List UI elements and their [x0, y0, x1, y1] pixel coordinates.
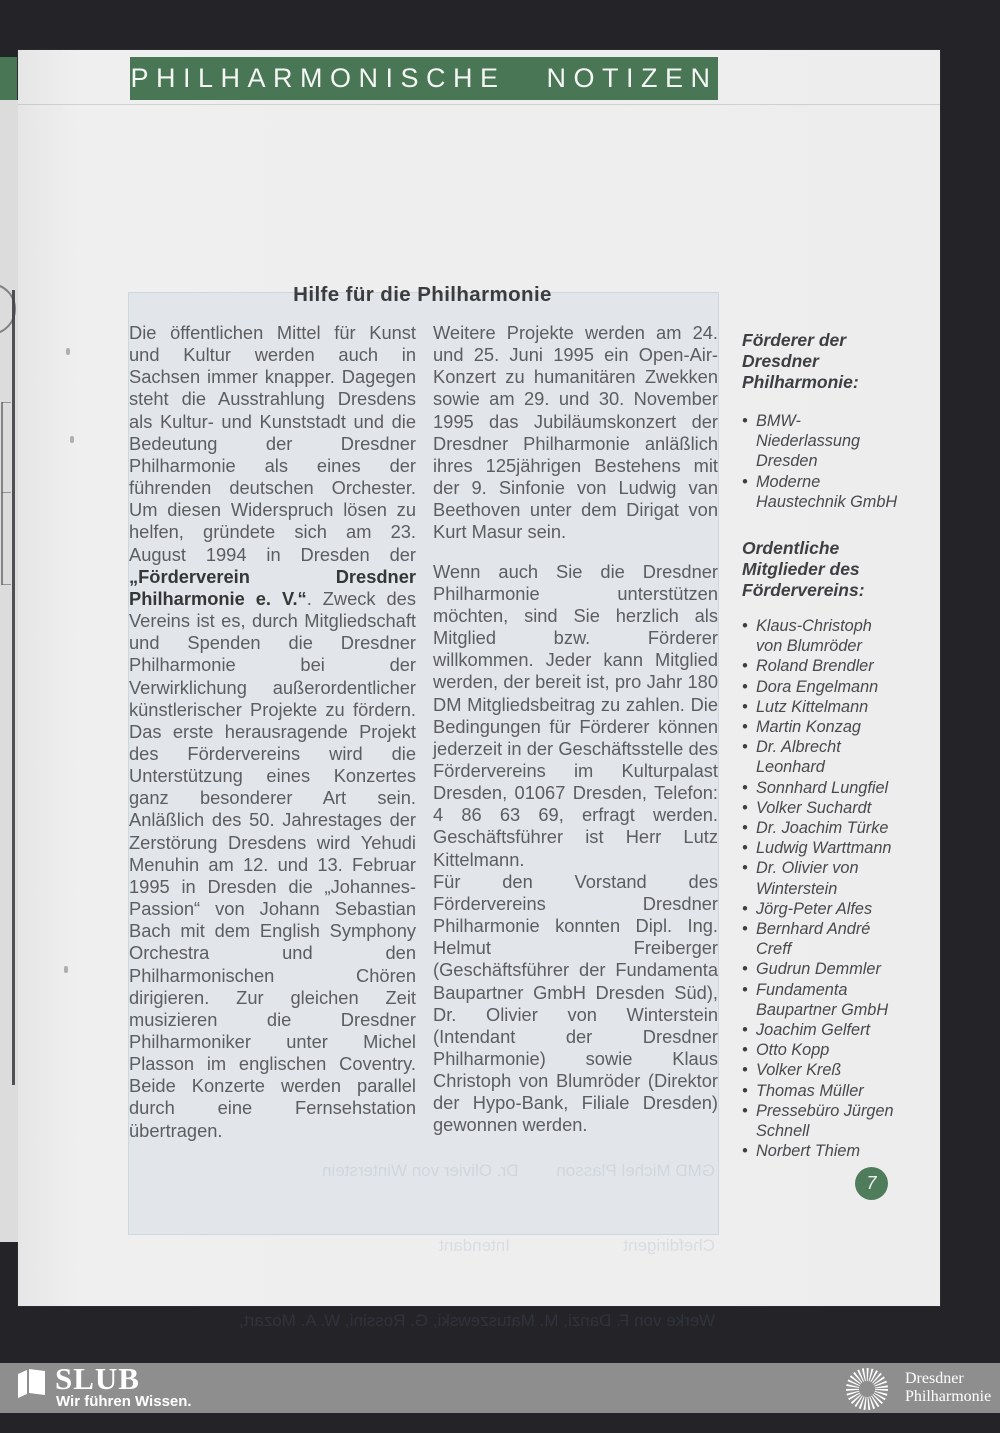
header-band	[130, 57, 718, 100]
paper-crease-mark	[64, 966, 68, 973]
page-edge-hairline	[18, 104, 940, 105]
page-number-badge	[855, 1167, 888, 1200]
list-item: • Lutz Kittelmann	[742, 697, 900, 717]
column1-text-continued: . Zweck des Vereins ist es, durch Mitgliedschaft und Spenden die Dresdner Philharmonie bei der Verwirklichung außerordentlicher künstlerischer Projekte zu fördern. Das erste herausragende Projekt des Fördervereins wird die Unterstützung eines Konzertes ganz besonderer Art sein. Anläßlich des 50. Jahrestages der Zerstörung Dresdens wird Yehudi Menuhin am 12. und 13. Februar 1995 in Dresden die „Johannes-Passion“ von Johann Sebastian Bach mit dem English Symphony Orchestra und den Philharmonischen Chören dirigieren. Zur gleichen Zeit musizieren die Dresdner Philharmoniker unter Michel Plasson im englischen Coventry. Beide Konzerte werden parallel durch eine Fernsehstation übertragen.	[129, 587, 416, 1141]
members-list	[742, 616, 900, 1161]
adjacent-page-table-line	[2, 402, 11, 403]
paper-crease-mark	[66, 348, 70, 355]
adjacent-page-edge	[0, 100, 18, 1242]
adjacent-page-table-edge	[1, 402, 3, 585]
article-title: Hilfe für die Philharmonie	[293, 283, 552, 306]
sidebar	[742, 330, 900, 1162]
slub-wordmark: SLUB	[55, 1361, 140, 1396]
column1-text: Die öffentlichen Mittel für Kunst und Kultur werden auch in Sachsen immer knapper. Dagegen steht die Ausstrahlung Dresdens als Kultur- und Kunststadt und die Bedeutung der Dresdner Philharmonie als eines der führenden deutschen Orchester. Um diesen Widerspruch lösen zu helfen, gründete sich am 23. August 1994 in Dresden der	[129, 322, 416, 565]
list-item: • Volker Kreß	[742, 1060, 900, 1080]
philharmonie-word-line1: Dresdner	[905, 1370, 964, 1387]
list-item: • Martin Konzag	[742, 717, 900, 737]
list-item: • Dr. Albrecht Leonhard	[742, 737, 900, 777]
list-item: • Volker Suchardt	[742, 798, 900, 818]
column2-paragraph-2: Wenn auch Sie die Dresdner Philharmonie unterstützen möchten, sind Sie herzlich als Mitglied bzw. Förderer willkommen. Jeder kann Mitglied werden, der bereit ist, pro Jahr 180 DM Mitgliedsbeitrag zu zahlen. Die Bedingungen für Förderer können jederzeit in der Geschäftsstelle des Fördervereins im Kulturpalast Dresden, 01067 Dresden, Telefon: 4 86 63 69, erfragt werden. Geschäftsführer ist Herr Lutz Kittelmann.	[433, 560, 718, 870]
header-band-title: PHILHARMONISCHE NOTIZEN	[130, 63, 718, 93]
slub-book-icon	[15, 1367, 47, 1406]
supporters-heading: Förderer der Dresdner Philharmonie:	[742, 330, 859, 392]
list-item: • Gudrun Demmler	[742, 959, 900, 979]
members-heading: Ordentliche Mitglieder des Fördervereins:	[742, 538, 865, 601]
article-column-2	[433, 322, 718, 1137]
column1-paragraph	[129, 322, 416, 1142]
page-fold-line	[12, 290, 15, 1085]
foerderverein-bold-name: „Förderverein Dresdner Philharmonie e. V.“	[129, 565, 416, 609]
list-item: • Moderne Haustechnik GmbH	[742, 472, 900, 512]
ghost-line: Werke von F. Danzi, M. Matuszewski, G. Rossini, W. A. Mozart,	[239, 1311, 715, 1330]
list-item: • Thomas Müller	[742, 1081, 900, 1101]
adjacent-page-table-line	[2, 492, 11, 493]
dresdner-philharmonie-starburst-icon	[845, 1367, 889, 1416]
list-item: • Dr. Olivier von Winterstein	[742, 858, 900, 898]
dresdner-philharmonie-wordmark	[905, 1370, 991, 1406]
list-item: • Roland Brendler	[742, 656, 900, 676]
list-item: • Jörg-Peter Alfes	[742, 899, 900, 919]
list-item: • Pressebüro Jürgen Schnell	[742, 1101, 900, 1141]
ghost-line: GMD Michel Plasson Dr. Olivier von Winterstein	[322, 1161, 715, 1180]
list-item: • Fundamenta Baupartner GmbH	[742, 980, 900, 1020]
page-number: 7	[866, 1173, 877, 1193]
philharmonie-word-line2: Philharmonie	[905, 1388, 992, 1405]
column2-paragraph-3: Für den Vorstand des Fördervereins Dresdner Philharmonie konnten Dipl. Ing. Helmut Freiberger (Geschäftsführer der Fundamenta Baupartner GmbH Dresden Süd), Dr. Olivier von Winterstein (Intendant der Dresdner Philharmonie) sowie Klaus Christoph von Blumröder (Direktor der Hypo-Bank, Filiale Dresden) gewonnen werden.	[433, 870, 718, 1136]
list-item: • Otto Kopp	[742, 1040, 900, 1060]
list-item: • BMW-Niederlassung Dresden	[742, 411, 900, 472]
list-item: • Sonnhard Lungfiel	[742, 778, 900, 798]
list-item: • Klaus-Christoph von Blumröder	[742, 616, 900, 656]
list-item: • Dora Engelmann	[742, 677, 900, 697]
ghost-line: Chefdirigent Intendant	[439, 1236, 715, 1255]
list-item: • Joachim Gelfert	[742, 1020, 900, 1040]
header-band-left-stub	[0, 57, 17, 100]
slub-tagline: Wir führen Wissen.	[56, 1393, 192, 1410]
list-item: • Bernhard André Creff	[742, 919, 900, 959]
column2-paragraph-1: Weitere Projekte werden am 24. und 25. Juni 1995 ein Open-Air-Konzert zu humanitären Zwekken sowie am 29. und 30. November 1995 das Jubiläumskonzert der Dresdner Philharmonie anläßlich ihres 125jährigen Bestehens mit der 9. Sinfonie von Ludwig van Beethoven unter dem Dirigat von Kurt Masur sein.	[433, 322, 718, 543]
list-item: • Ludwig Warttmann	[742, 838, 900, 858]
list-item: • Norbert Thiem	[742, 1141, 900, 1161]
adjacent-page-table-line	[2, 584, 11, 585]
paper-crease-mark	[70, 436, 74, 443]
list-item: • Dr. Joachim Türke	[742, 818, 900, 838]
supporters-list	[742, 411, 900, 512]
article-column-1	[129, 322, 416, 1142]
